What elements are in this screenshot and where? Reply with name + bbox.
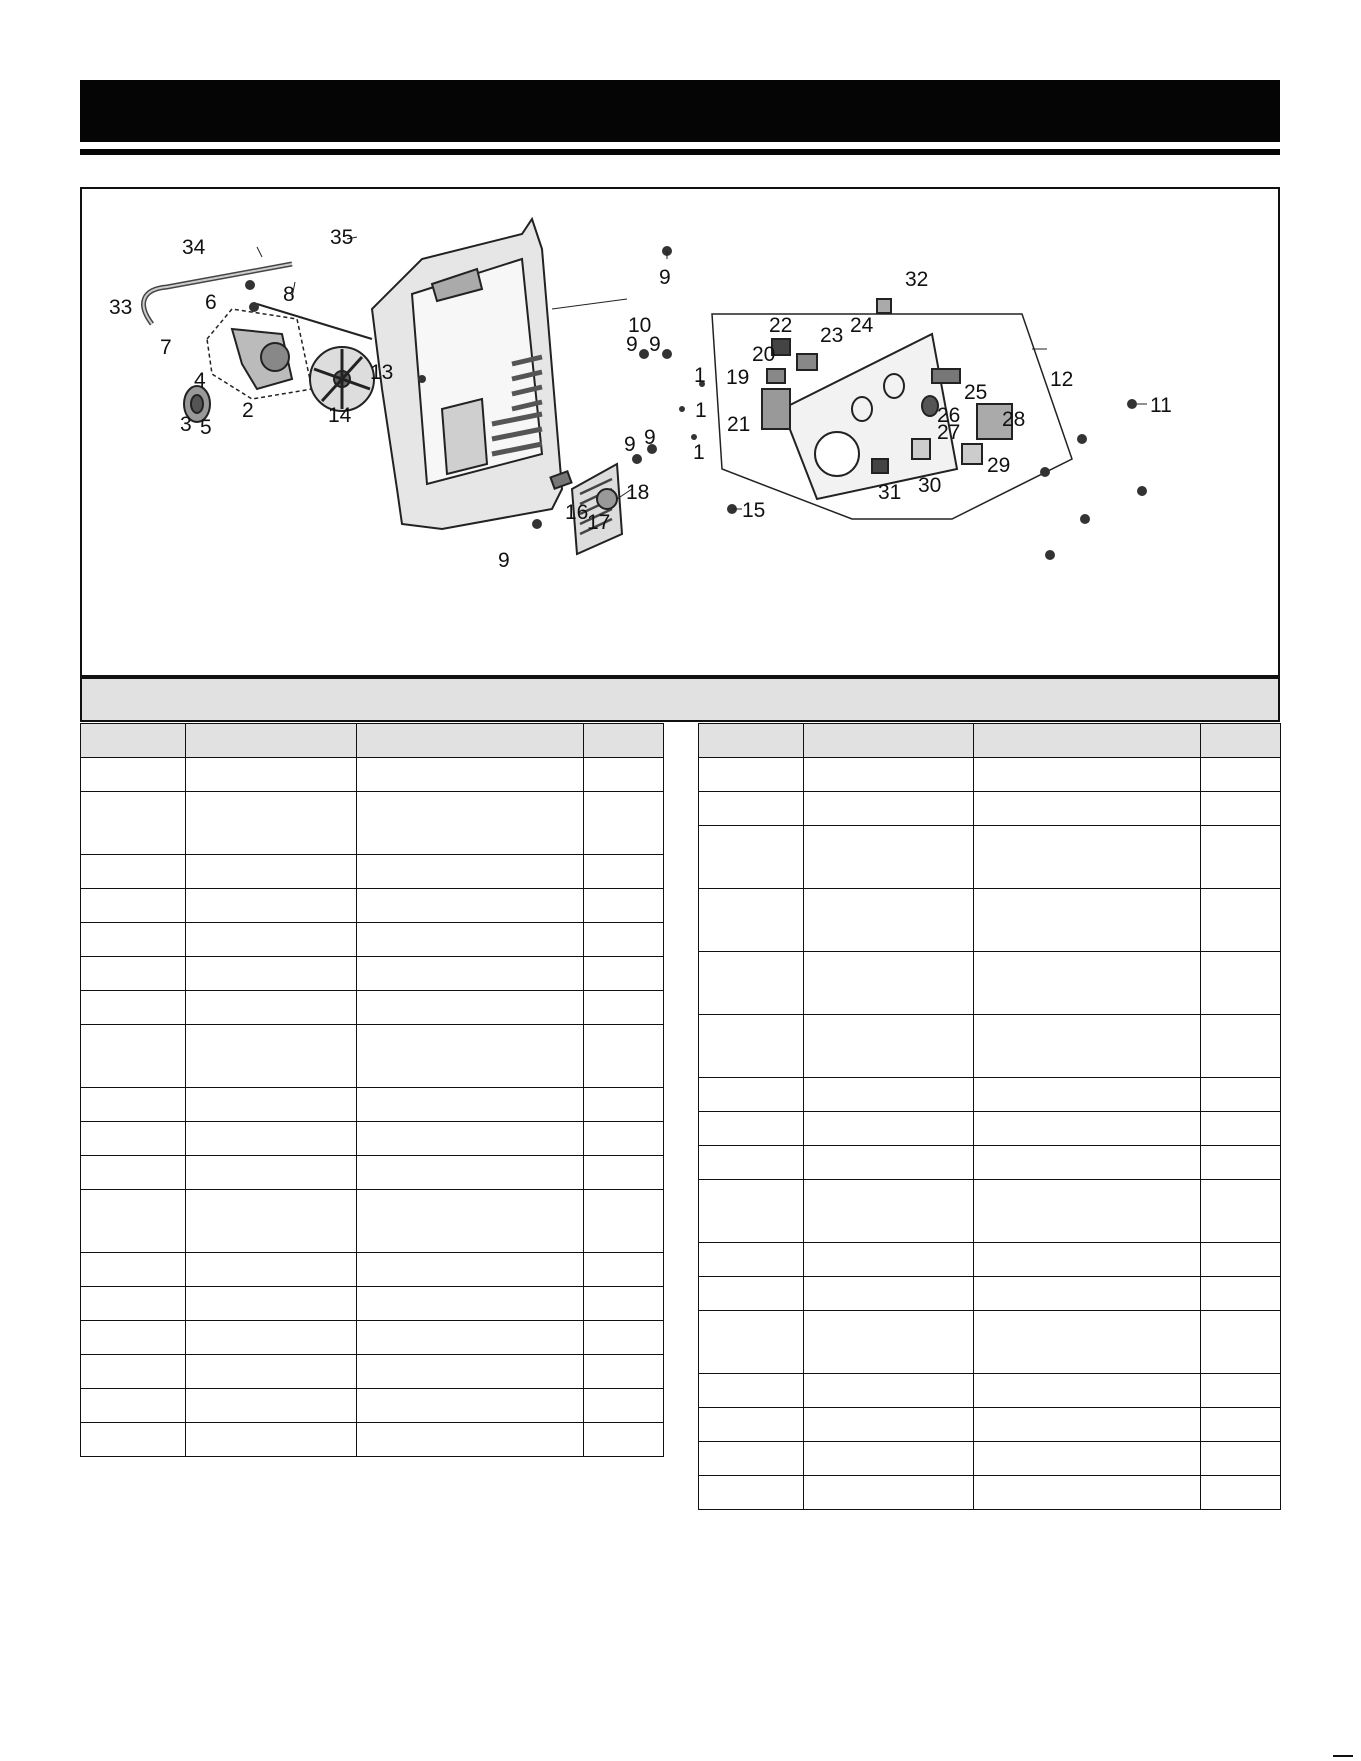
callout-label: 1 [695,399,707,422]
table-row [699,1180,1281,1243]
table-cell [1201,1180,1281,1243]
callout-label: 19 [726,366,750,389]
table-cell [699,758,804,792]
table-cell [584,758,664,792]
callout-label: 6 [205,291,217,314]
table-header-row [699,724,1281,758]
table-cell [186,758,357,792]
table-cell [974,758,1201,792]
table-cell [357,1088,584,1122]
parts-table-right [698,723,1281,1510]
table-cell [357,957,584,991]
table-cell [699,1374,804,1408]
table-row [81,855,664,889]
parts-list-header-band [80,677,1280,722]
table-row [81,1423,664,1457]
callout-label: 9 [644,426,656,449]
table-cell [357,1423,584,1457]
table-cell [584,1321,664,1355]
table-cell [357,855,584,889]
table-cell [699,792,804,826]
table-cell [699,1277,804,1311]
table-cell [699,1112,804,1146]
callout-label: 16 [565,501,589,524]
table-cell [1201,1146,1281,1180]
table-cell [584,1423,664,1457]
callout-label: 13 [370,361,394,384]
table-cell [699,1476,804,1510]
callout-labels [109,226,1172,572]
table-cell [974,826,1201,889]
callout-label: 26 [937,404,961,427]
table-header-row [81,724,664,758]
callout-label: 12 [1050,368,1074,391]
table-cell [357,1253,584,1287]
table-cell [974,889,1201,952]
header-cell [81,724,186,758]
table-cell [804,1015,974,1078]
header-cell [357,724,584,758]
table-cell [1201,758,1281,792]
table-cell [357,991,584,1025]
table-cell [974,792,1201,826]
table-cell [81,1253,186,1287]
table-cell [186,991,357,1025]
table-row [699,758,1281,792]
table-cell [974,1311,1201,1374]
table-cell [186,1253,357,1287]
table-row [81,1088,664,1122]
table-cell [584,957,664,991]
table-cell [81,1088,186,1122]
table-cell [584,1190,664,1253]
table-cell [186,1025,357,1088]
table-cell [186,1423,357,1457]
table-body-right [699,758,1281,1510]
callout-label: 9 [626,333,638,356]
table-cell [804,1180,974,1243]
callout-label: 1 [693,441,705,464]
table-cell [81,855,186,889]
table-cell [804,758,974,792]
table-cell [81,1190,186,1253]
table-cell [1201,1243,1281,1277]
table-row [81,957,664,991]
table-cell [1201,826,1281,889]
table-row [699,1408,1281,1442]
callout-label: 18 [626,481,650,504]
table-cell [974,1243,1201,1277]
table-cell [804,1476,974,1510]
table-cell [186,1355,357,1389]
table-cell [974,1146,1201,1180]
table-cell [81,1287,186,1321]
table-cell [974,952,1201,1015]
table-cell [81,1025,186,1088]
header-cell [699,724,804,758]
table-row [699,1112,1281,1146]
table-cell [699,1078,804,1112]
table-cell [584,1122,664,1156]
table-cell [974,1180,1201,1243]
table-cell [357,1122,584,1156]
table-row [699,952,1281,1015]
table-cell [699,1311,804,1374]
table-cell [699,1243,804,1277]
table-cell [186,923,357,957]
callout-label: 22 [769,314,793,337]
table-row [699,1476,1281,1510]
table-cell [81,1389,186,1423]
table-cell [974,1015,1201,1078]
table-cell [357,792,584,855]
callout-label: 9 [649,333,661,356]
table-row [81,991,664,1025]
exploded-diagram-frame [80,187,1280,677]
table-row [81,792,664,855]
table-cell [1201,1277,1281,1311]
table-cell [81,1423,186,1457]
table-cell [357,1287,584,1321]
table-cell [804,889,974,952]
table-cell [584,1088,664,1122]
callout-label: 4 [194,369,206,392]
callout-label: 24 [850,314,874,337]
table-cell [357,1355,584,1389]
callout-label: 11 [1150,394,1172,417]
table-row [81,1287,664,1321]
table-cell [81,1355,186,1389]
table-cell [699,1442,804,1476]
switch-19 [767,369,785,383]
table-cell [186,1190,357,1253]
table-cell [357,923,584,957]
table-cell [804,1311,974,1374]
callout-label: 31 [878,481,902,504]
table-cell [584,1287,664,1321]
table-row [81,1025,664,1088]
table-cell [1201,1112,1281,1146]
callout-label: 9 [498,549,510,572]
table-cell [81,991,186,1025]
table-cell [804,1078,974,1112]
callout-label: 7 [160,336,172,359]
callout-label: 15 [742,499,766,522]
table-cell [804,1277,974,1311]
table-cell [699,1408,804,1442]
table-cell [186,1321,357,1355]
table-cell [357,1025,584,1088]
callout-label: 28 [1002,408,1026,431]
table-cell [974,1112,1201,1146]
table-row [699,1374,1281,1408]
table-cell [584,1156,664,1190]
table-row [81,889,664,923]
breaker-29 [962,444,982,464]
table-cell [357,758,584,792]
callout-label: 35 [330,226,354,249]
table-cell [584,991,664,1025]
table-cell [1201,792,1281,826]
table-cell [81,1321,186,1355]
table-cell [186,1088,357,1122]
table-row [699,1146,1281,1180]
callout-label: 20 [752,343,776,366]
table-cell [186,1122,357,1156]
table-row [699,889,1281,952]
table-cell [699,952,804,1015]
table-row [81,1253,664,1287]
table-cell [357,889,584,923]
table-cell [186,1389,357,1423]
table-cell [974,1277,1201,1311]
part-32 [877,299,891,313]
table-cell [584,889,664,923]
callout-label: 25 [964,381,988,404]
callout-label: 1 [694,364,706,387]
table-cell [974,1408,1201,1442]
table-cell [804,952,974,1015]
table-cell [186,889,357,923]
table-cell [1201,1311,1281,1374]
table-row [699,826,1281,889]
table-row [699,1442,1281,1476]
table-cell [81,1156,186,1190]
callout-label: 30 [918,474,942,497]
table-cell [974,1476,1201,1510]
table-row [81,1355,664,1389]
table-row [699,1078,1281,1112]
header-cell [584,724,664,758]
table-row [699,1311,1281,1374]
table-cell [1201,1015,1281,1078]
callout-label: 23 [820,324,844,347]
table-cell [974,1374,1201,1408]
table-cell [804,1146,974,1180]
callout-label: 34 [182,236,206,259]
switch-31 [872,459,888,473]
callout-label: 29 [987,454,1011,477]
table-body-left [81,758,664,1457]
table-cell [699,889,804,952]
table-cell [1201,889,1281,952]
table-cell [186,792,357,855]
table-cell [357,1190,584,1253]
table-row [699,792,1281,826]
callout-label: 33 [109,296,133,319]
table-row [81,1156,664,1190]
table-cell [357,1389,584,1423]
table-cell [186,1287,357,1321]
table-cell [1201,1408,1281,1442]
module-25 [932,369,960,383]
table-cell [804,1408,974,1442]
table-cell [81,957,186,991]
table-cell [584,792,664,855]
table-row [81,1122,664,1156]
switch-20 [797,354,817,370]
header-cell [804,724,974,758]
table-row [81,1321,664,1355]
header-rule [80,149,1280,155]
table-cell [699,1180,804,1243]
callout-label: 2 [242,399,254,422]
table-cell [357,1321,584,1355]
outlet-21 [762,389,790,429]
callout-label: 10 [628,314,652,337]
table-cell [804,1442,974,1476]
callout-label: 32 [905,268,929,291]
ring-26 [922,396,938,416]
breaker-30 [912,439,930,459]
table-cell [1201,1374,1281,1408]
header-cell [974,724,1201,758]
header-cell [186,724,357,758]
table-cell [1201,1442,1281,1476]
callout-label: 14 [328,404,352,427]
table-cell [1201,1476,1281,1510]
callout-label: 9 [659,266,671,289]
table-cell [81,758,186,792]
table-row [81,1190,664,1253]
page-header-bar [80,80,1280,142]
table-cell [699,1015,804,1078]
table-cell [974,1078,1201,1112]
table-cell [804,826,974,889]
table-cell [804,1112,974,1146]
table-row [81,758,664,792]
table-cell [584,1253,664,1287]
header-cell [1201,724,1281,758]
callout-label: 17 [587,511,611,534]
table-cell [584,1355,664,1389]
table-cell [81,1122,186,1156]
callout-label: 3 [180,413,192,436]
table-cell [1201,1078,1281,1112]
table-cell [81,923,186,957]
table-cell [81,889,186,923]
table-row [699,1243,1281,1277]
exploded-parts-diagram [82,189,1278,675]
table-cell [1201,952,1281,1015]
table-cell [186,1156,357,1190]
table-cell [699,826,804,889]
table-cell [186,957,357,991]
table-cell [81,792,186,855]
table-row [699,1015,1281,1078]
table-cell [186,855,357,889]
table-cell [357,1156,584,1190]
table-cell [584,1389,664,1423]
table-cell [584,855,664,889]
callout-label: 27 [937,421,961,444]
parts-table-left [80,723,664,1457]
callout-label: 5 [200,416,212,439]
callout-label: 9 [624,433,636,456]
table-cell [804,1243,974,1277]
table-row [81,1389,664,1423]
table-cell [584,1025,664,1088]
callout-label: 21 [727,413,751,436]
table-cell [699,1146,804,1180]
table-row [699,1277,1281,1311]
table-cell [804,792,974,826]
page-corner-mark [1333,1755,1353,1757]
callout-label: 8 [283,283,295,306]
table-cell [804,1374,974,1408]
table-row [81,923,664,957]
table-cell [584,923,664,957]
table-cell [974,1442,1201,1476]
